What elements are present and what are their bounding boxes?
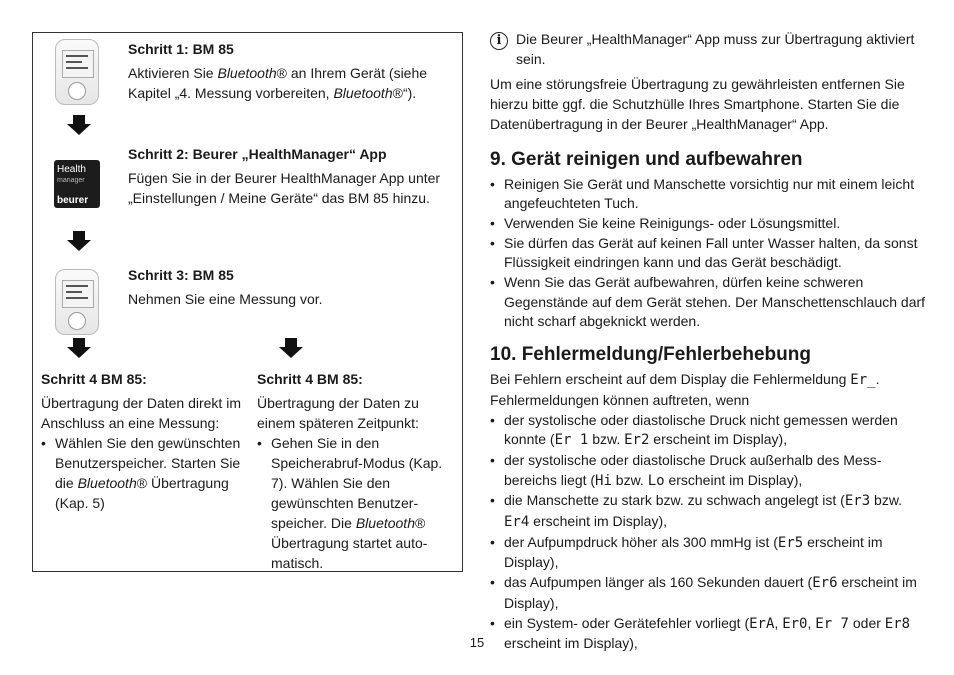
list-item: • der systolische oder diastolische Druck außerhalb des Messbereichs liegt (Hi bzw. Lo erscheint im Display), <box>504 451 928 491</box>
step-2-body: Fügen Sie in der Beurer HealthManager App unter „Einstellungen / Meine Geräte“ das BM 85 hinzu. <box>128 170 441 206</box>
list-item: • die Manschette zu stark bzw. zu schwach angelegt ist (Er3 bzw. Er4 erscheint im Display), <box>504 491 928 532</box>
step-4-direct <box>41 369 241 513</box>
bluetooth-steps-box <box>32 32 463 572</box>
section-10-list <box>490 411 928 654</box>
intro-paragraph: Um eine störungsfreie Übertragung zu gewährleisten entfernen Sie hierzu bitte ggf. die Schutzhülle Ihres Smartphone. Starten Sie die Datenübertragung in der Beurer „HealthManager“ App. <box>490 76 905 132</box>
section-9-list <box>490 175 928 333</box>
step-1 <box>128 39 458 103</box>
blood-pressure-monitor-image <box>55 269 99 335</box>
list-item: • ein System- oder Gerätefehler vorliegt (ErA, Er0, Er 7 oder Er8 erscheint im Display), <box>504 614 928 654</box>
list-item: • Sie dürfen das Gerät auf keinen Fall unter Wasser halten, da sonst Flüssigkeit eindringen kann und das Gerät beschädigt. <box>504 234 928 273</box>
info-icon: i <box>490 32 508 50</box>
step-4-later-bullet: • Gehen Sie in den Speicherabruf-Modus (Kap. 7). Wählen Sie den gewünschten Benutzerspeicher. Die Bluetooth® Übertragung startet automatisch. <box>271 433 453 573</box>
arrow-down-icon <box>67 115 91 135</box>
step-1-body: Aktivieren Sie Bluetooth® an Ihrem Gerät (siehe Kapitel „4. Messung vorbereiten, Bluetooth®“). <box>128 65 428 101</box>
list-item: • Reinigen Sie Gerät und Manschette vorsichtig nur mit einem leicht angefeuchteten Tuch. <box>504 175 928 214</box>
arrow-down-icon <box>67 338 91 358</box>
step-4-direct-intro: Übertragung der Daten direkt im Anschluss an eine Messung: <box>41 395 241 431</box>
blood-pressure-monitor-image <box>55 39 99 105</box>
page-number: 15 <box>469 635 485 650</box>
list-item: • Verwenden Sie keine Reinigungs- oder Lösungsmittel. <box>504 214 928 234</box>
right-column <box>490 30 928 654</box>
info-note: i Die Beurer „HealthManager“ App muss zur Übertragung aktiviert sein. <box>490 30 928 69</box>
section-9-heading: 9. Gerät reinigen und aufbewahren <box>490 148 803 170</box>
section-10-intro: Bei Fehlern erscheint auf dem Display die Fehlermeldung Er_. Fehlermeldungen können auftreten, wenn <box>490 371 880 408</box>
list-item: • der Aufpumpdruck höher als 300 mmHg ist (Er5 erscheint im Display), <box>504 533 928 573</box>
step-3-title: Schritt 3: BM 85 <box>128 267 234 283</box>
healthmanager-app-icon: Health manager beurer <box>54 160 100 208</box>
step-2-title: Schritt 2: Beurer „HealthManager“ App <box>128 146 387 162</box>
step-3 <box>128 265 458 309</box>
arrow-down-icon <box>67 231 91 251</box>
step-4-later <box>257 369 453 573</box>
step-4-direct-title: Schritt 4 BM 85: <box>41 371 147 387</box>
step-4-later-title: Schritt 4 BM 85: <box>257 371 363 387</box>
error-code: Er_ <box>850 372 876 389</box>
step-2 <box>128 144 458 208</box>
step-3-body: Nehmen Sie eine Messung vor. <box>128 291 323 307</box>
step-4-direct-bullet: • Wählen Sie den gewünschten Benutzerspeicher. Starten Sie die Bluetooth® Übertragung (Kap. 5) <box>55 433 241 513</box>
step-1-title: Schritt 1: BM 85 <box>128 41 234 57</box>
section-10-heading: 10. Fehlermeldung/Fehlerbehebung <box>490 344 811 366</box>
list-item: • der systolische oder diastolische Druck nicht gemessen werden konnte (Er 1 bzw. Er2 erscheint im Display), <box>504 411 928 451</box>
step-4-later-intro: Übertragung der Daten zu einem späteren Zeitpunkt: <box>257 395 419 431</box>
arrow-down-icon <box>279 338 303 358</box>
list-item: • Wenn Sie das Gerät aufbewahren, dürfen keine schweren Gegenstände auf dem Gerät stehen. Der Manschettenschlauch darf nicht scharf abgeknickt werden. <box>504 273 928 332</box>
list-item: • das Aufpumpen länger als 160 Sekunden dauert (Er6 erscheint im Display), <box>504 573 928 613</box>
